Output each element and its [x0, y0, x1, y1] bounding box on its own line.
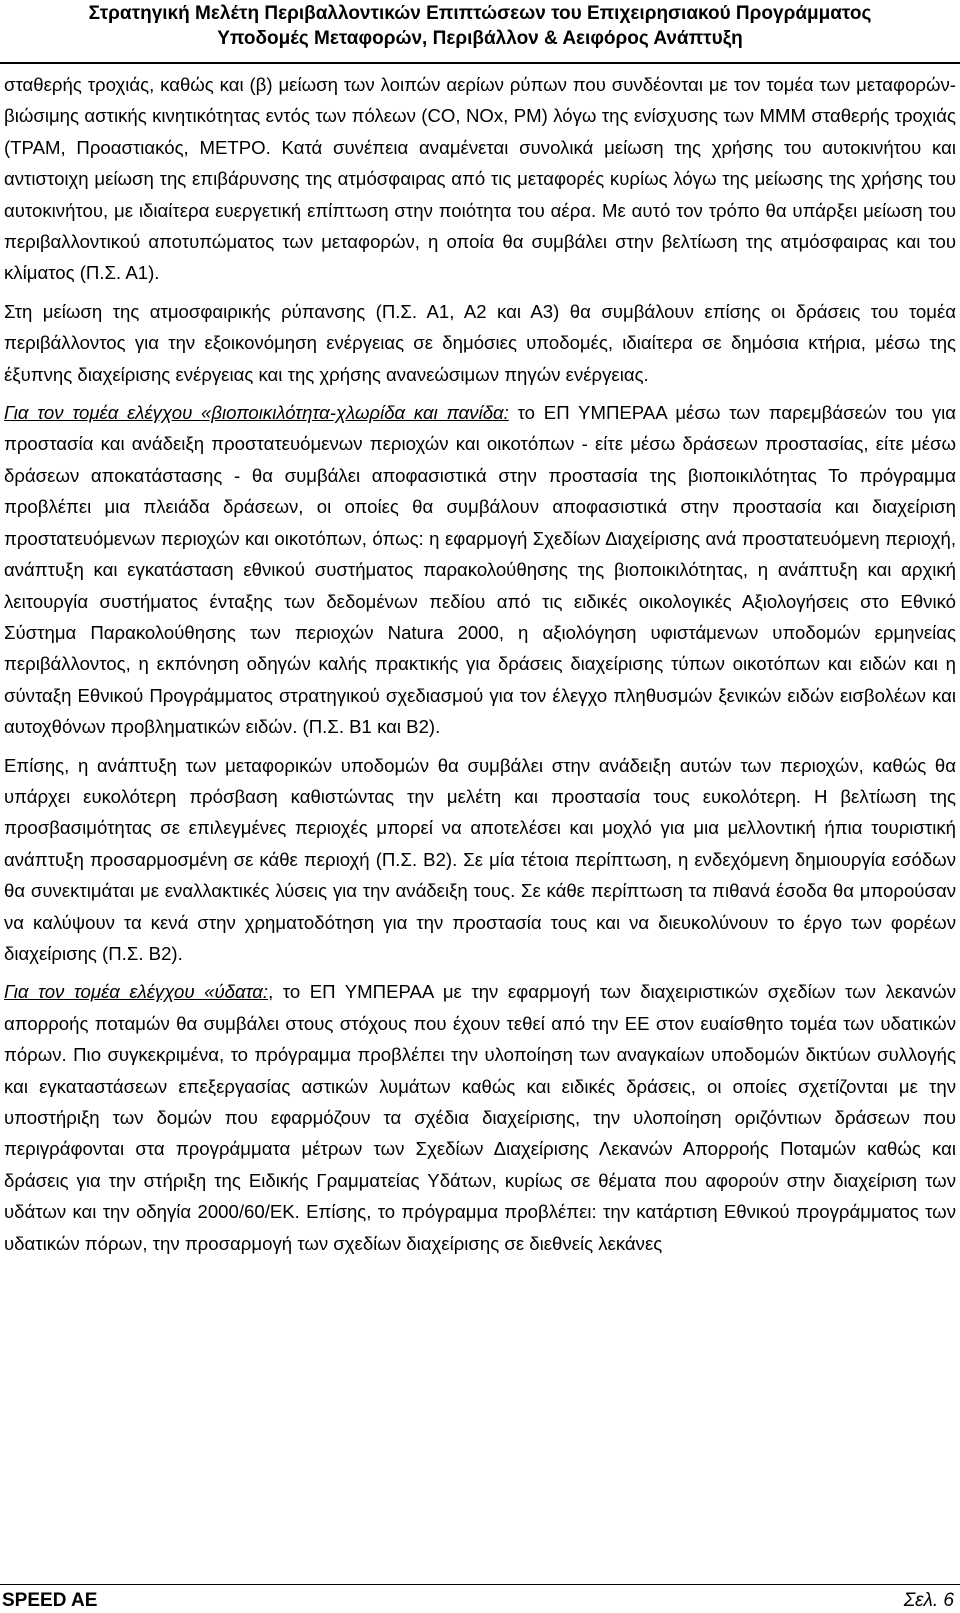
footer-divider — [0, 1584, 960, 1585]
document-header — [0, 0, 960, 51]
biodiversity-section-text: το ΕΠ ΥΜΠΕΡΑΑ μέσω των παρεμβάσεών του για προστασία και ανάδειξη προστατευόμενων περιοχών και οικοτόπων - είτε μέσω δράσεων προστασίας, είτε μέσω δράσεων αποκατάστασης - θα συμβάλει αποφασιστικά στην προστασία της βιοποικιλότητας Το πρόγραμμα προβλέπει μια πλειάδα δράσεων, οι οποίες θα συμβάλουν αποφασιστικά στην προστασία και διαχείριση προστατευόμενων περιοχών και οικοτόπων, όπως: η εφαρμογή Σχεδίων Διαχείρισης ανά προστατευόμενη περιοχή, ανάπτυξη και εγκατάσταση εθνικού συστήματος παρακολούθησης της βιοποικιλότητας, η ανάπτυξη και αρχική λειτουργία συστήματος ένταξης των δεδομένων πεδίου από τις ειδικές οικολογικές Αξιολογήσεις στο Εθνικό Σύστημα Παρακολούθησης των περιοχών Natura 2000, η αξιολόγηση υφιστάμενων υποδομών ερμηνείας περιβάλλοντος, η εκπόνηση οδηγών καλής πρακτικής για δράσεις διαχείρισης τύπων οικοτόπων και ειδών και η σύνταξη Εθνικού Προγράμματος στρατηγικού σχεδιασμού για τον έλεγχο πληθυσμών ξενικών ειδών εισβολέων και αυτοχθόνων προβληματικών ειδών. (Π.Σ. Β1 και Β2). — [4, 402, 956, 738]
paragraph-air-pollution: σταθερής τροχιάς, καθώς και (β) μείωση των λοιπών αερίων ρύπων που συνδέονται με τον τομέα των μεταφορών- βιώσιμης αστικής κινητικότητας εντός των πόλεων (CO, NOx, PM) λόγω της ενίσχυσης των ΜΜΜ σταθερής τροχιάς (ΤΡΑΜ, Προαστιακός, ΜΕΤΡΟ. Κατά συνέπεια αναμένεται συνολικά μείωση της χρήσης του αυτοκινήτου και αντιστοιχη μείωση της επιβάρυνσης της ατμόσφαιρας από τις μεταφορές κυρίως λόγω της μείωσης της χρήσης του αυτοκινήτου, με ιδιαίτερα ευεργετική επίπτωση στην ποιότητα του αέρα. Με αυτό τον τρόπο θα υπάρξει μείωση του περιβαλλοντικού αποτυπώματος των μεταφορών, η οποία θα συμβάλει στην βελτίωση της ατμόσφαιρας και του κλίματος (Π.Σ. Α1). — [4, 74, 956, 284]
paragraph-energy-saving: Στη μείωση της ατμοσφαιρικής ρύπανσης (Π.Σ. Α1, Α2 και Α3) θα συμβάλουν επίσης οι δράσεις του τομέα περιβάλλοντος για την εξοικονόμηση ενέργειας σε δημόσιες υποδομές, ιδιαίτερα σε δημόσια κτήρια, μέσω της έξυπνης διαχείρισης ενέργειας και της χρήσης ανανεώσιμων πηγών ενέργειας. — [4, 300, 956, 385]
water-section-text: , το ΕΠ ΥΜΠΕΡΑΑ με την εφαρμογή των διαχειριστικών σχεδίων των λεκανών απορροής ποταμών θα συμβάλει στους στόχους που έχουν τεθεί από την ΕΕ στον ευαίσθητο τομέα των υδατικών πόρων. Πιο συγκεκριμένα, το πρόγραμμα προβλέπει την υλοποίηση των αναγκαίων υποδομών δικτύων συλλογής και εγκαταστάσεων επεξεργασίας αστικών λυμάτων καθώς και ειδικές δράσεις, οι οποίες σχετίζονται με την υποστήριξη των δομών που εφαρμόζουν τα σχέδια διαχείρισης, την υλοποίηση οριζόντιων δράσεων που περιγράφονται στα προγράμματα μέτρων των Σχεδίων Διαχείρισης Λεκανών Απορροής Ποταμών καθώς και δράσεις για την στήριξη της Ειδικής Γραμματείας Υδάτων, κυρίως σε θέματα που αφορούν στην διαχείριση των υδάτων και την οδηγία 2000/60/ΕΚ. Επίσης, το πρόγραμμα προβλέπει: την κατάρτιση Εθνικού προγράμματος των υδατικών πόρων, την προσαρμογή των σχεδίων διαχείρισης σε διεθνείς λεκάνες — [4, 981, 956, 1254]
footer-company: SPEED AE — [2, 1590, 98, 1611]
water-section-heading: Για τον τομέα ελέγχου «ύδατα: — [4, 981, 269, 1003]
header-title: Στρατηγική Μελέτη Περιβαλλοντικών Επιπτώσεων του Επιχειρησιακού Προγράμματος — [88, 3, 872, 24]
header-subtitle: Υποδομές Μεταφορών, Περιβάλλον & Αειφόρος Ανάπτυξη — [217, 28, 743, 49]
paragraph-biodiversity — [4, 397, 956, 742]
biodiversity-section-heading: Για τον τομέα ελέγχου «βιοποικιλότητα-χλωρίδα και πανίδα: — [4, 402, 509, 424]
document-body — [4, 69, 956, 1259]
header-divider — [0, 62, 960, 64]
page-number: Σελ. 6 — [903, 1590, 954, 1611]
paragraph-transport-access: Επίσης, η ανάπτυξη των μεταφορικών υποδομών θα συμβάλει στην ανάδειξη αυτών των περιοχών, καθώς θα υπάρχει ευκολότερη πρόσβαση καθιστώντας την μελέτη και προστασία τους ευκολότερη. Η βελτίωση της προσβασιμότητας σε επιλεγμένες περιοχές μπορεί να αποτελέσει και μοχλό για μια μελλοντική ήπια τουριστική ανάπτυξη προσαρμοσμένη σε κάθε περιοχή (Π.Σ. Β2). Σε μία τέτοια περίπτωση, η ενδεχόμενη δημιουργία εσόδων θα συνεκτιμάται με εναλλακτικές λύσεις για την ανάδειξη τους. Σε κάθε περίπτωση τα πιθανά έσοδα θα μπορούσαν να καλύψουν τα κενά στην χρηματοδότηση για την προστασία τους και να διευκολύνουν το έργο των φορέων διαχείρισης (Π.Σ. Β2). — [4, 754, 956, 964]
paragraph-water — [4, 976, 956, 1259]
